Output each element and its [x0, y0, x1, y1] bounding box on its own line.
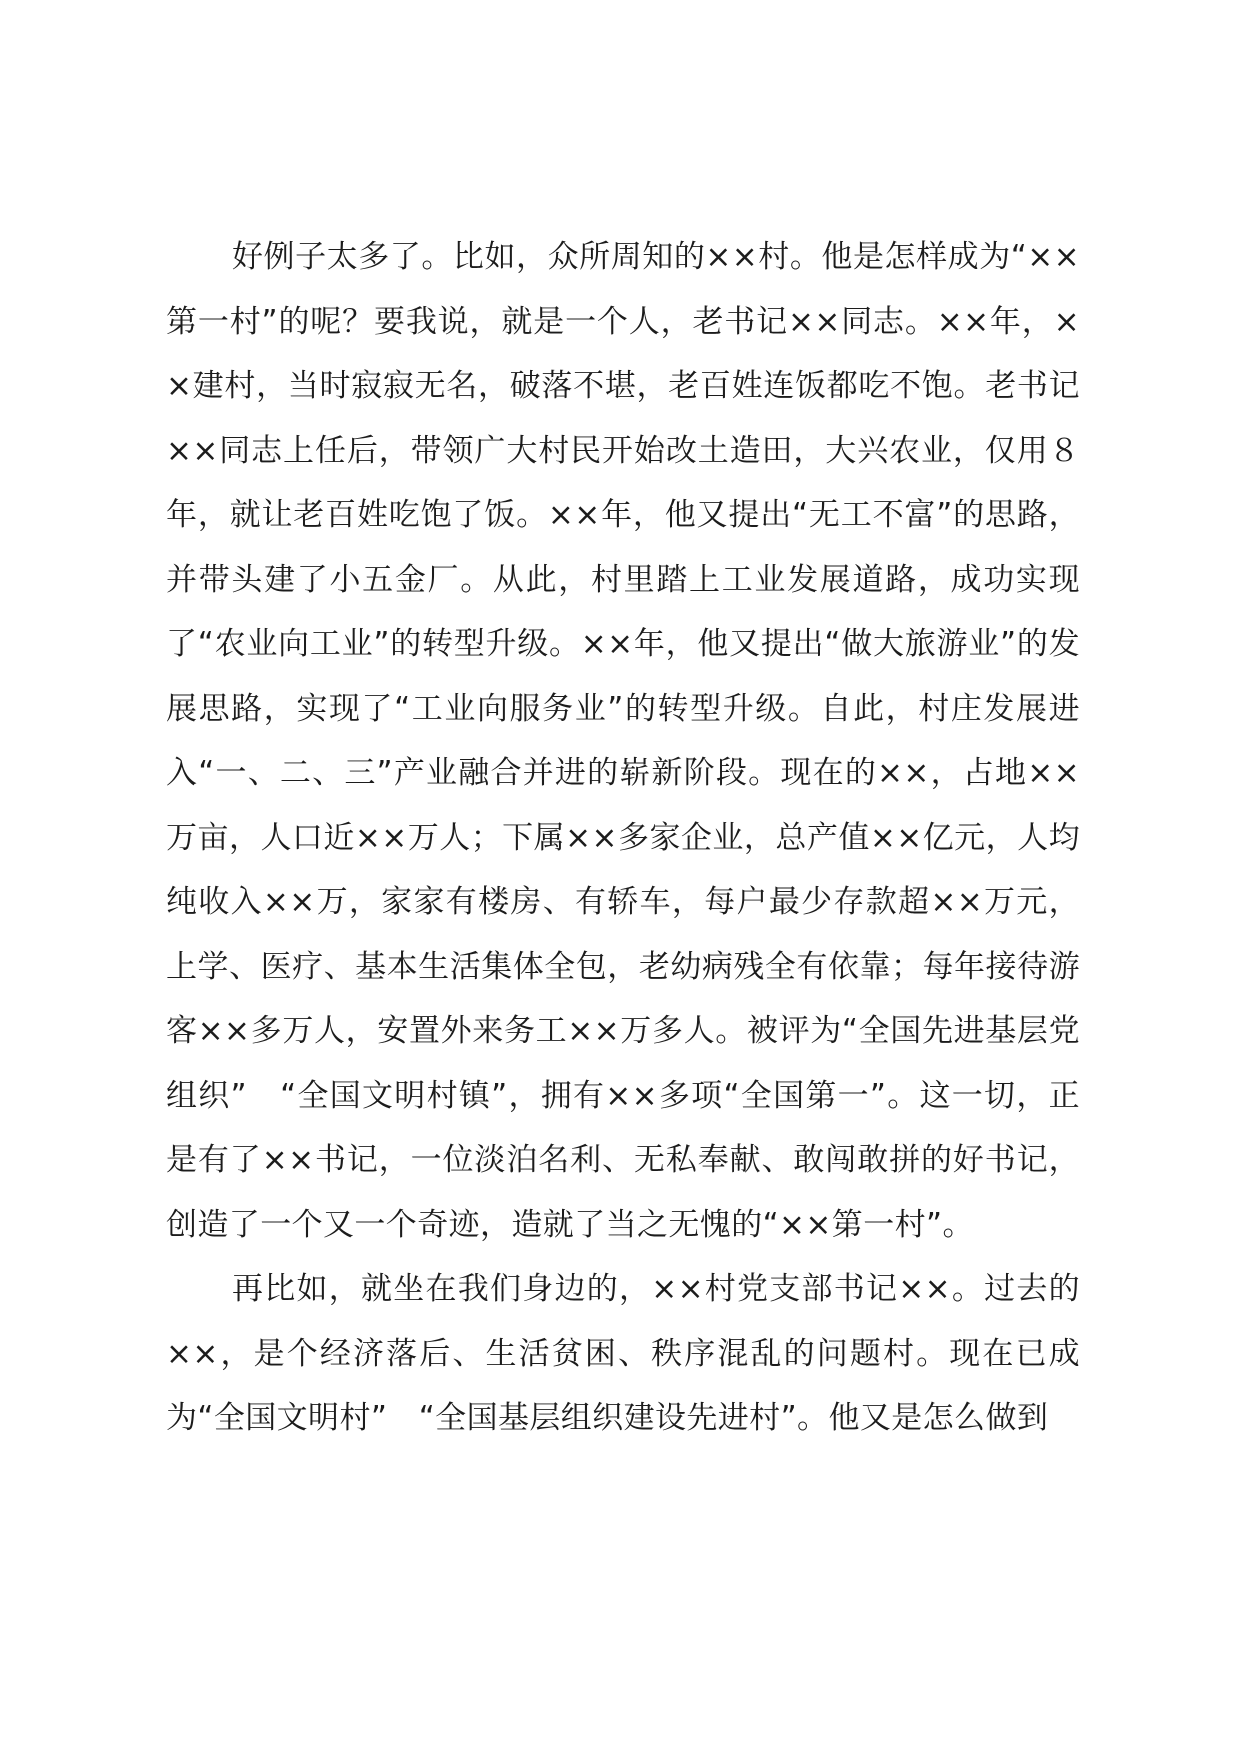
paragraph-2: 再比如，就坐在我们身边的，××村党支部书记××。过去的××，是个经济落后、生活贫困、秩序混乱的问题村。现在已成为“全国文明村” “全国基层组织建设先进村”。他又是怎么做到 [166, 1271, 1080, 1436]
document-body [166, 225, 1080, 1451]
paragraph-1: 好例子太多了。比如，众所周知的××村。他是怎样成为“××第一村”的呢？要我说，就是一个人，老书记××同志。××年，××建村，当时寂寂无名，破落不堪，老百姓连饭都吃不饱。老书记××同志上任后，带领广大村民开始改土造田，大兴农业，仅用８年，就让老百姓吃饱了饭。××年，他又提出“无工不富”的思路，并带头建了小五金厂。从此，村里踏上工业发展道路，成功实现了“农业向工业”的转型升级。××年，他又提出“做大旅游业”的发展思路，实现了“工业向服务业”的转型升级。自此，村庄发展进入“一、二、三”产业融合并进的崭新阶段。现在的××，占地××万亩，人口近××万人；下属××多家企业，总产值××亿元，人均纯收入××万，家家有楼房、有轿车，每户最少存款超××万元，上学、医疗、基本生活集体全包，老幼病残全有依靠；每年接待游客××多万人，安置外来务工××万多人。被评为“全国先进基层党组织” “全国文明村镇”，拥有××多项“全国第一”。这一切，正是有了××书记，一位淡泊名利、无私奉献、敢闯敢拼的好书记，创造了一个又一个奇迹，造就了当之无愧的“××第一村”。 [166, 239, 1080, 1243]
